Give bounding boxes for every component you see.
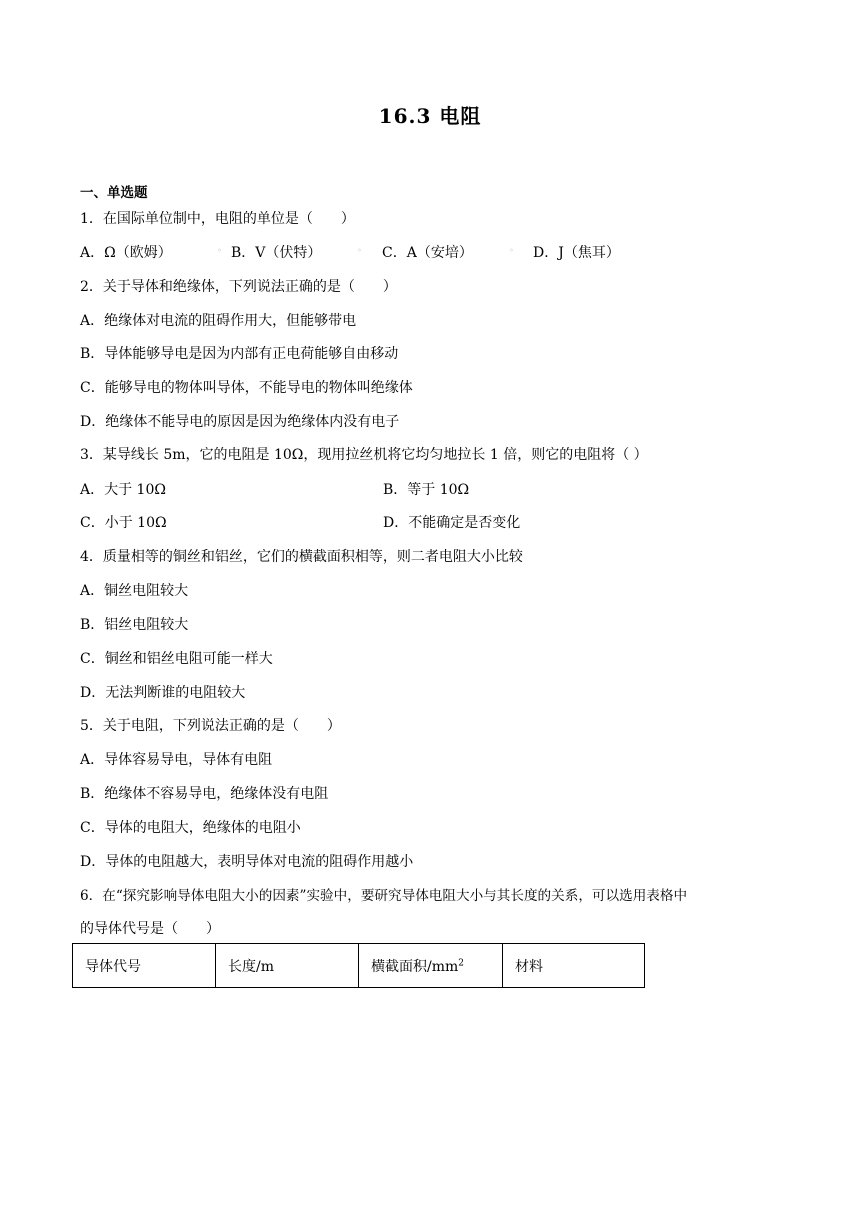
q4-option-d[interactable]: D．无法判断谁的电阻较大 (80, 685, 246, 701)
q3-option-c[interactable]: C．小于 10Ω (80, 515, 167, 531)
table-header-cell: 材料 (503, 944, 645, 988)
q1-option-c[interactable]: C．A（安培） (382, 245, 473, 261)
q3-option-d[interactable]: D．不能确定是否变化 (383, 515, 521, 531)
q2-option-c[interactable]: C．能够导电的物体叫导体，不能导电的物体叫绝缘体 (80, 380, 413, 396)
q1-option-d[interactable]: D．J（焦耳） (533, 245, 620, 261)
q5-option-a[interactable]: A．导体容易导电，导体有电阻 (80, 752, 273, 768)
q3-option-b[interactable]: B．等于 10Ω (383, 482, 470, 498)
q5-option-c[interactable]: C．导体的电阻大，绝缘体的电阻小 (80, 820, 301, 836)
question-3-stem: 3．某导线长 5m，它的电阻是 10Ω，现用拉丝机将它均匀地拉长 1 倍，则它的电阻将（ ） (80, 447, 648, 463)
section-heading: 一、单选题 (80, 185, 148, 201)
question-4-stem: 4．质量相等的铜丝和铝丝，它们的横截面积相等，则二者电阻大小比较 (80, 549, 523, 565)
conductor-table (72, 943, 645, 988)
q2-option-a[interactable]: A．绝缘体对电流的阻碍作用大，但能够带电 (80, 313, 357, 329)
table-header-row (73, 944, 645, 988)
q2-option-d[interactable]: D．绝缘体不能导电的原因是因为绝缘体内没有电子 (80, 414, 400, 430)
question-6-stem-line2: 的导体代号是（ ） (80, 921, 220, 937)
q4-option-c[interactable]: C．铜丝和铝丝电阻可能一样大 (80, 651, 273, 667)
separator-mark: ◦ (509, 246, 514, 255)
q5-option-d[interactable]: D．导体的电阻越大，表明导体对电流的阻碍作用越小 (80, 854, 414, 870)
q1-option-a[interactable]: A．Ω（欧姆） (80, 245, 172, 261)
q1-option-b[interactable]: B．V（伏特） (231, 245, 322, 261)
q2-option-b[interactable]: B．导体能够导电是因为内部有正电荷能够自由移动 (80, 346, 399, 362)
table-header-cell: 导体代号 (73, 944, 216, 988)
q5-option-b[interactable]: B．绝缘体不容易导电，绝缘体没有电阻 (80, 786, 329, 802)
question-5-stem: 5．关于电阻，下列说法正确的是（ ） (80, 718, 341, 734)
area-header-superscript: 2 (458, 957, 465, 968)
area-header-text: 横截面积/mm (371, 958, 459, 975)
question-2-stem: 2．关于导体和绝缘体，下列说法正确的是（ ） (80, 279, 397, 295)
question-1-stem: 1．在国际单位制中，电阻的单位是（ ） (80, 211, 355, 227)
page-title: 16.3 电阻 (378, 104, 482, 128)
question-6-stem-line1: 6．在“探究影响导体电阻大小的因素”实验中，要研究导体电阻大小与其长度的关系，可以选用表格中 (80, 888, 688, 904)
q4-option-b[interactable]: B．铝丝电阻较大 (80, 617, 189, 633)
separator-mark: ◦ (357, 246, 362, 255)
table-header-cell: 长度/m (216, 944, 359, 988)
table-header-cell (359, 944, 503, 988)
separator-mark: ◦ (217, 246, 222, 255)
q4-option-a[interactable]: A．铜丝电阻较大 (80, 583, 189, 599)
q3-option-a[interactable]: A．大于 10Ω (80, 482, 166, 498)
